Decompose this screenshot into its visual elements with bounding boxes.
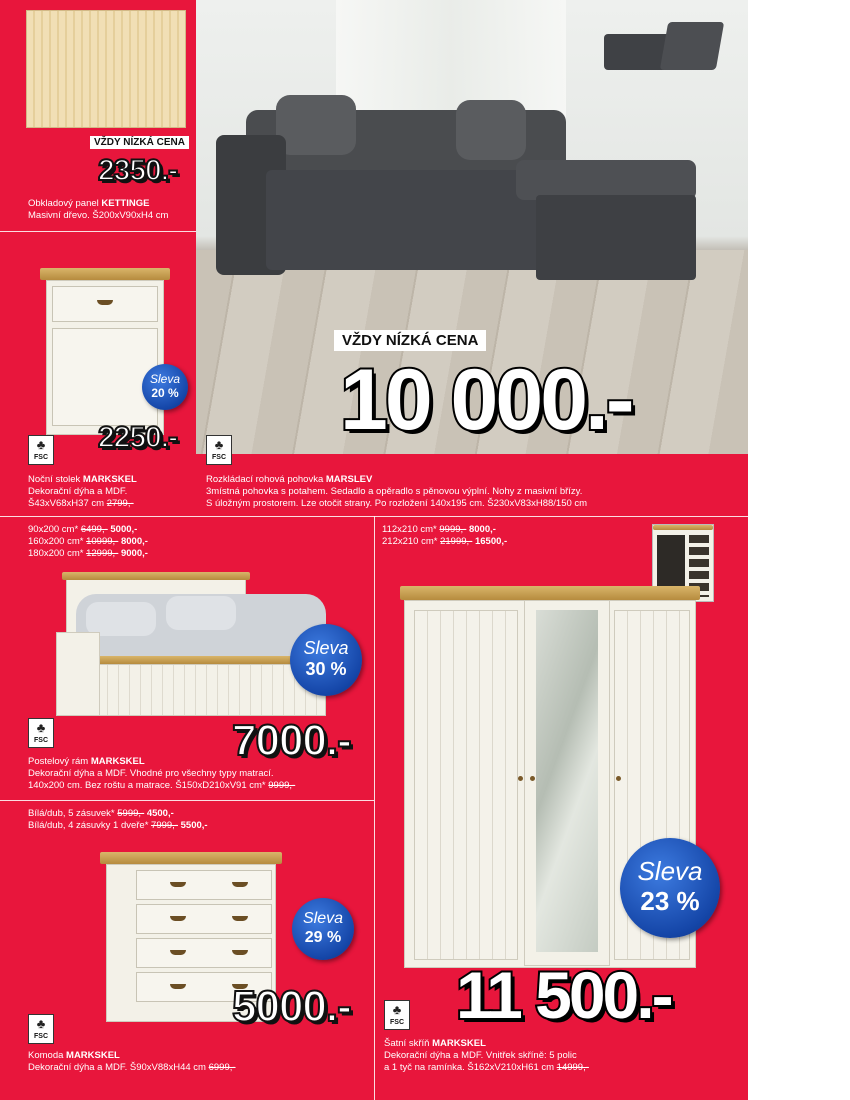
nightstand-price: 2250.-: [98, 421, 178, 454]
wardrobe-desc1: Dekorační dýha a MDF. Vnitřek skříně: 5 polic: [384, 1050, 577, 1061]
divider: [0, 516, 850, 517]
panel-desc: Masivní dřevo. Š200xV90xH4 cm: [28, 210, 169, 221]
bed-size-row: 160x200 cm* 10999,- 8000,-: [28, 536, 148, 547]
sofa-desc1: 3místná pohovka s potahem. Sedadlo a opěradlo s pěnovou výplní. Nohy z masivní břízy.: [206, 486, 583, 497]
dresser-price: 5000.-: [232, 982, 351, 1031]
fsc-logo-icon: ♣ FSC: [28, 435, 54, 465]
wardrobe-price: 11 500.-: [456, 958, 671, 1032]
dresser-variant-row: Bílá/dub, 5 zásuvek* 5999,- 4500,-: [28, 808, 174, 819]
nightstand-badge: Sleva 20 %: [142, 364, 188, 410]
sofa-inset-image: [604, 14, 720, 76]
bed-badge: Sleva 30 %: [290, 624, 362, 696]
wardrobe-sizes: [382, 524, 642, 548]
nightstand-desc2: Š43xV68xH37 cm 2799,-: [28, 498, 134, 509]
dresser-desc: Dekorační dýha a MDF. Š90xV88xH44 cm 6999,-: [28, 1062, 236, 1073]
sofa-info: [206, 474, 746, 510]
dresser-badge: Sleva 29 %: [292, 898, 354, 960]
wardrobe-size-row: 112x210 cm* 9999,- 8000,-: [382, 524, 496, 535]
wardrobe-desc2: a 1 tyč na ramínka. Š162xV210xH61 cm 14999,-: [384, 1062, 589, 1073]
sofa-price: 10 000.-: [340, 352, 632, 448]
fsc-logo-icon: ♣ FSC: [28, 718, 54, 748]
wardrobe-badge: Sleva 23 %: [620, 838, 720, 938]
panel-name: Obkladový panel KETTINGE: [28, 198, 150, 209]
wardrobe-info: [384, 1038, 744, 1074]
bed-desc1: Dekorační dýha a MDF. Vhodné pro všechny typy matrací.: [28, 768, 274, 779]
divider: [0, 231, 196, 232]
bed-size-row: 90x200 cm* 6499,- 5000,-: [28, 524, 138, 535]
sofa-desc2: S úložným prostorem. Lze otočit strany. Po rozložení 140x195 cm. Š230xV83xH88/150 cm: [206, 498, 588, 509]
panel-image: [26, 10, 186, 128]
bed-price: 7000.-: [232, 716, 351, 765]
divider: [0, 800, 374, 801]
bed-info: [28, 756, 368, 792]
dresser-name: Komoda MARKSKEL: [28, 1050, 120, 1061]
nightstand-image: [40, 268, 170, 438]
divider: [374, 516, 375, 1100]
bed-name: Postelový rám MARKSKEL: [28, 756, 145, 767]
wardrobe-size-row: 212x210 cm* 21999,- 16500,-: [382, 536, 508, 547]
dresser-variants: [28, 808, 368, 832]
bed-desc2: 140x200 cm. Bez roštu a matrace. Š150xD210xV91 cm* 9999,-: [28, 780, 296, 791]
dresser-variant-row: Bílá/dub, 4 zásuvky 1 dveře* 7999,- 5500,-: [28, 820, 208, 831]
sofa-shape: [216, 100, 696, 290]
dresser-info: [28, 1050, 368, 1074]
nightstand-name: Noční stolek MARKSKEL: [28, 474, 137, 485]
nightstand-desc1: Dekorační dýha a MDF.: [28, 486, 128, 497]
bed-size-row: 180x200 cm* 12999,- 9000,-: [28, 548, 148, 559]
panel-price: 2350.-: [98, 154, 178, 187]
fsc-logo-icon: ♣ FSC: [206, 435, 232, 465]
bed-sizes: [28, 524, 368, 560]
sofa-tag: VŽDY NÍZKÁ CENA: [334, 330, 486, 351]
panel-tag: VŽDY NÍZKÁ CENA: [90, 136, 189, 149]
wardrobe-name: Šatní skříň MARKSKEL: [384, 1038, 486, 1049]
sofa-name: Rozkládací rohová pohovka MARSLEV: [206, 474, 373, 485]
page-margin: [748, 0, 850, 1100]
panel-info: [28, 198, 193, 222]
fsc-logo-icon: ♣ FSC: [384, 1000, 410, 1030]
fsc-logo-icon: ♣ FSC: [28, 1014, 54, 1044]
nightstand-info: [28, 474, 193, 510]
